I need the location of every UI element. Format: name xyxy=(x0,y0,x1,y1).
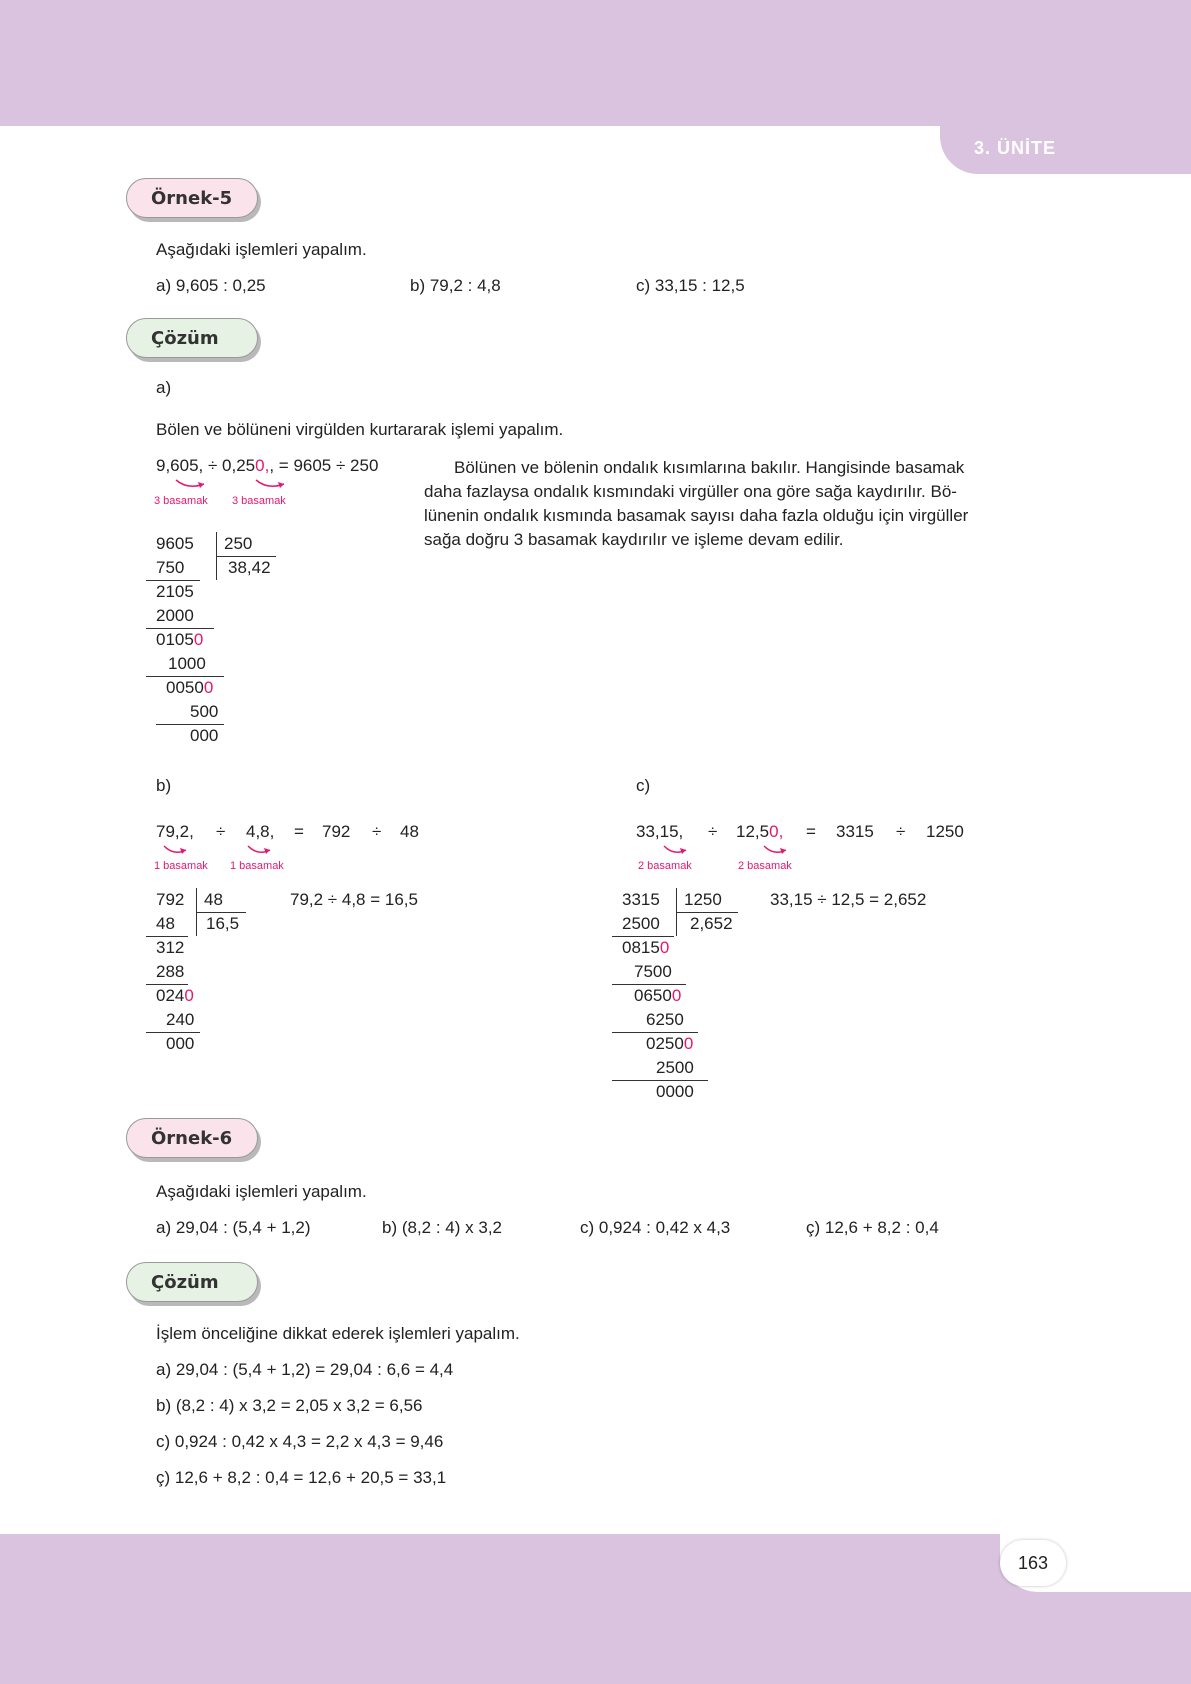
shift-arrows xyxy=(660,844,800,860)
shift-arrows xyxy=(170,478,310,494)
solution-a-intro: Bölen ve bölüneni virgülden kurtararak işlemi yapalım. xyxy=(156,420,564,439)
example-5-intro: Aşağıdaki işlemleri yapalım. xyxy=(156,240,367,259)
solution-6-line: c) 0,924 : 0,42 x 4,3 = 2,2 x 4,3 = 9,46 xyxy=(156,1432,444,1451)
step-note: 3 basamak xyxy=(154,495,208,507)
solution-b-label: b) xyxy=(156,776,172,795)
example-6-cc: ç) 12,6 + 8,2 : 0,4 xyxy=(806,1218,939,1237)
example-5-label: Örnek-5 xyxy=(126,178,258,218)
example-5-a: a) 9,605 : 0,25 xyxy=(156,276,266,295)
example-6-intro: Aşağıdaki işlemleri yapalım. xyxy=(156,1182,367,1201)
solution-b-result: 79,2 ÷ 4,8 = 16,5 xyxy=(290,890,418,909)
solution-6-line: ç) 12,6 + 8,2 : 0,4 = 12,6 + 20,5 = 33,1 xyxy=(156,1468,447,1487)
solution-6-label: Çözüm xyxy=(126,1262,258,1302)
unit-title: 3. ÜNİTE xyxy=(974,138,1057,158)
example-6-b: b) (8,2 : 4) x 3,2 xyxy=(382,1218,502,1237)
step-note: 1 basamak xyxy=(230,860,284,872)
solution-c-label: c) xyxy=(636,776,651,795)
solution-6-line: a) 29,04 : (5,4 + 1,2) = 29,04 : 6,6 = 4,4 xyxy=(156,1360,454,1379)
solution-a-label: a) xyxy=(156,378,172,397)
solution-c-result: 33,15 ÷ 12,5 = 2,652 xyxy=(770,890,927,909)
step-note: 1 basamak xyxy=(154,860,208,872)
example-6-label: Örnek-6 xyxy=(126,1118,258,1158)
solution-5-label: Çözüm xyxy=(126,318,258,358)
step-note: 2 basamak xyxy=(638,860,692,872)
example-6-a: a) 29,04 : (5,4 + 1,2) xyxy=(156,1218,311,1237)
example-5-c: c) 33,15 : 12,5 xyxy=(636,276,745,295)
solution-a-explanation: Bölünen ve bölenin ondalık kısımlarına bakılır. Hangisinde basamak daha fazlaysa ondalık kısmındaki virgüller ona göre sağa kaydırılır. Bö- lünenin ondalık kısmında basamak sayısı daha fazla olduğu için virgüller sağa doğru 3 basamak kaydırılır ve işleme devam edilir. xyxy=(424,458,969,549)
solution-6-intro: İşlem önceliğine dikkat ederek işlemleri yapalım. xyxy=(156,1324,520,1343)
solution-6-line: b) (8,2 : 4) x 3,2 = 2,05 x 3,2 = 6,56 xyxy=(156,1396,423,1415)
solution-a-equation: 9,605, ÷ 0,250,, = 9605 ÷ 250 xyxy=(156,456,379,475)
example-5-b: b) 79,2 : 4,8 xyxy=(410,276,501,295)
shift-arrows xyxy=(160,844,300,860)
header-band xyxy=(0,0,1191,126)
page-number: 163 xyxy=(1000,1540,1066,1586)
step-note: 2 basamak xyxy=(738,860,792,872)
step-note: 3 basamak xyxy=(232,495,286,507)
example-6-c: c) 0,924 : 0,42 x 4,3 xyxy=(580,1218,731,1237)
